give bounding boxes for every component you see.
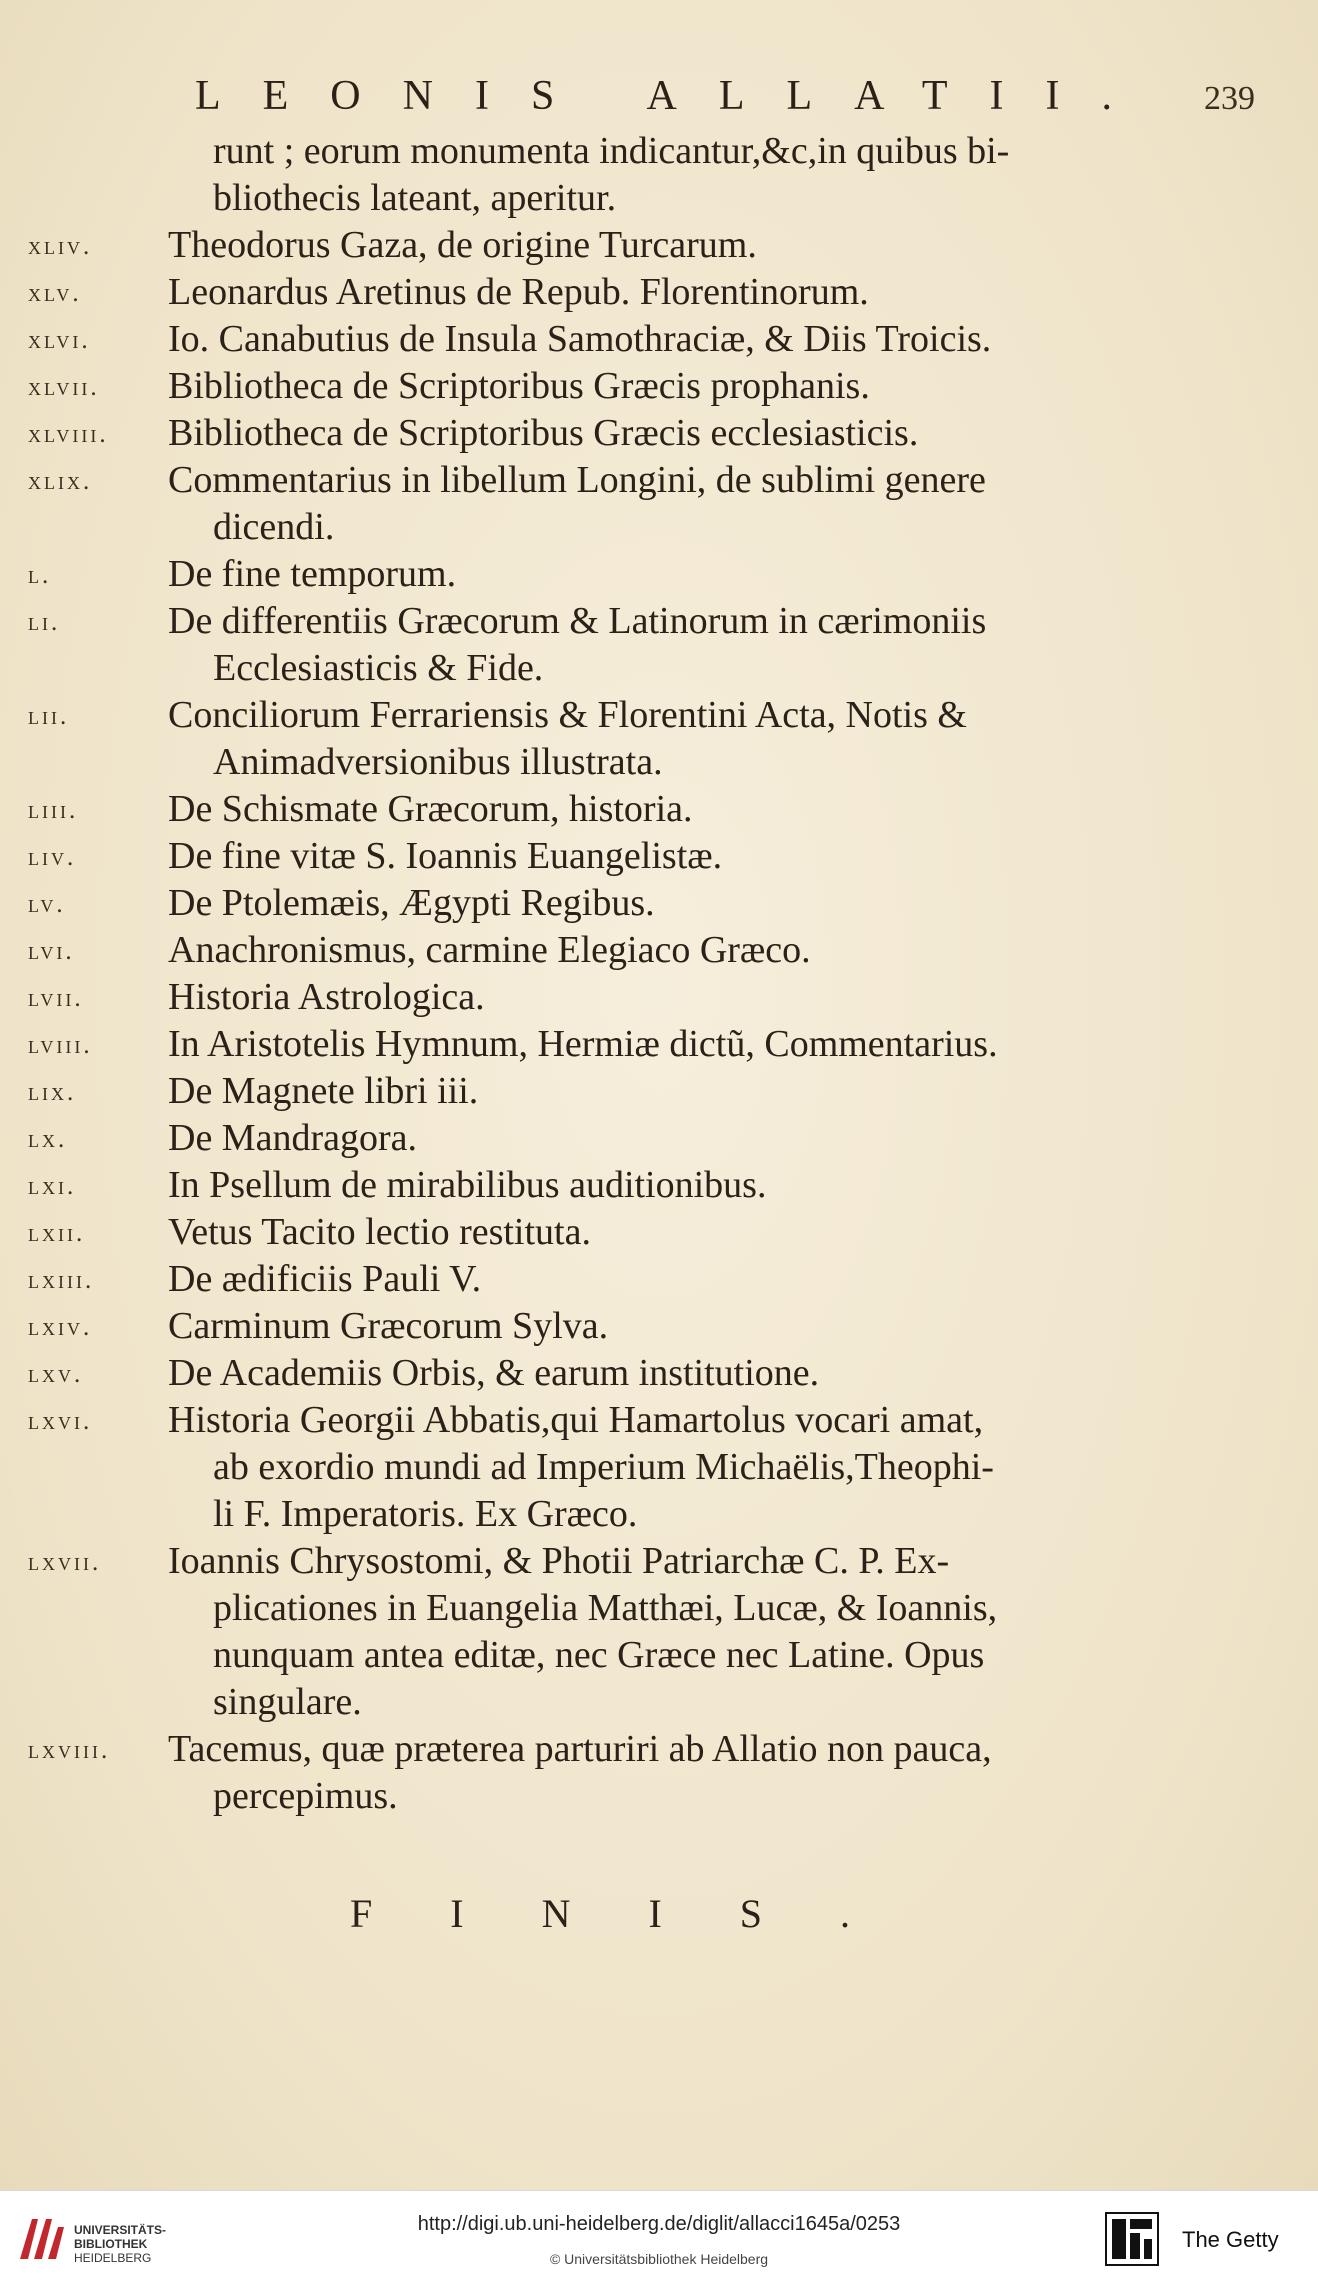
entry-text	[168, 1350, 1150, 1397]
entry-number: liii.	[28, 797, 79, 824]
entry-number: xlv.	[28, 280, 82, 307]
catalog-entry	[20, 316, 1150, 363]
catalog-entry	[20, 1256, 1150, 1303]
entry-line: dicendi.	[213, 506, 335, 548]
entry-text	[168, 551, 1150, 598]
copyright-notice: © Universitätsbibliothek Heidelberg	[549, 2251, 769, 2267]
entry-text	[168, 363, 1150, 410]
catalog-entry	[20, 222, 1150, 269]
entry-number: lxv.	[28, 1361, 84, 1388]
getty-emblem-icon	[1104, 2211, 1160, 2267]
entry-line: Anachronismus, carmine Elegiaco Græco.	[168, 929, 811, 971]
entry-number: lxi.	[28, 1173, 77, 1200]
entry-number: lix.	[28, 1079, 77, 1106]
catalog-entries	[20, 128, 1150, 1820]
entry-line: bliothecis lateant, aperitur.	[213, 177, 617, 219]
entry-line: De Ptolemæis, Ægypti Regibus.	[168, 882, 655, 924]
running-head	[195, 72, 1255, 132]
entry-text	[168, 316, 1150, 363]
catalog-entry	[20, 410, 1150, 457]
catalog-entry	[20, 269, 1150, 316]
entry-text	[168, 1162, 1150, 1209]
catalog-entry	[20, 551, 1150, 598]
entry-number: lxviii.	[28, 1737, 111, 1764]
entry-number: lv.	[28, 891, 66, 918]
entry-line: Leonardus Aretinus de Repub. Florentinorum.	[168, 271, 869, 313]
entry-number: liv.	[28, 844, 77, 871]
entry-line: De ædificiis Pauli V.	[168, 1258, 482, 1300]
entry-text	[168, 927, 1150, 974]
entry-line: Historia Astrologica.	[168, 976, 485, 1018]
entry-number: lx.	[28, 1126, 68, 1153]
catalog-entry	[20, 1350, 1150, 1397]
entry-line: Bibliotheca de Scriptoribus Græcis ecclesiasticis.	[168, 412, 919, 454]
entry-line: De Mandragora.	[168, 1117, 418, 1159]
entry-text	[168, 1538, 1150, 1726]
entry-line: Conciliorum Ferrariensis & Florentini Acta, Notis &	[168, 694, 967, 736]
permalink-url[interactable]: http://digi.ub.uni-heidelberg.de/diglit/allacci1645a/0253	[417, 2213, 901, 2235]
entry-line: Ecclesiasticis & Fide.	[213, 647, 544, 689]
catalog-entry	[20, 1726, 1150, 1820]
getty-logo[interactable]	[1104, 2211, 1304, 2271]
entry-number: lii.	[28, 703, 70, 730]
entry-text	[168, 786, 1150, 833]
entry-text	[168, 598, 1150, 692]
entry-text	[168, 880, 1150, 927]
entry-text	[168, 1397, 1150, 1538]
entry-text	[168, 833, 1150, 880]
entry-text	[168, 128, 1150, 222]
catalog-entry	[20, 457, 1150, 551]
entry-text	[168, 1209, 1150, 1256]
entry-text	[168, 410, 1150, 457]
entry-number: lviii.	[28, 1032, 93, 1059]
entry-line: Io. Canabutius de Insula Samothraciæ, & Diis Troicis.	[168, 318, 992, 360]
entry-number: lxvii.	[28, 1549, 102, 1576]
entry-number: lxiii.	[28, 1267, 95, 1294]
entry-line: Historia Georgii Abbatis,qui Hamartolus vocari amat,	[168, 1399, 984, 1441]
entry-text	[168, 269, 1150, 316]
entry-number: xlvi.	[28, 327, 91, 354]
entry-line: singulare.	[213, 1681, 362, 1723]
entry-line: Ioannis Chrysostomi, & Photii Patriarchæ C. P. Ex-	[168, 1540, 950, 1582]
entry-text	[168, 692, 1150, 786]
entry-line: Commentarius in libellum Longini, de sublimi genere	[168, 459, 986, 501]
entry-line: runt ; eorum monumenta indicantur,&c,in quibus bi-	[213, 130, 1010, 172]
entry-number: xliv.	[28, 233, 93, 260]
entry-line: In Aristotelis Hymnum, Hermiæ dictũ, Commentarius.	[168, 1023, 998, 1065]
entry-number: xlviii.	[28, 421, 109, 448]
entry-line: Tacemus, quæ præterea parturiri ab Allatio non pauca,	[168, 1728, 992, 1770]
running-title: LEONIS ALLATII.	[195, 73, 1154, 119]
entry-number: lxvi.	[28, 1408, 93, 1435]
entry-line: De Magnete libri iii.	[168, 1070, 479, 1112]
entry-line: De fine temporum.	[168, 553, 457, 595]
logo-line-2: BIBLIOTHEK	[74, 2237, 148, 2251]
entry-text	[168, 222, 1150, 269]
entry-line: De fine vitæ S. Ioannis Euangelistæ.	[168, 835, 723, 877]
catalog-entry	[20, 1021, 1150, 1068]
entry-line: In Psellum de mirabilibus auditionibus.	[168, 1164, 767, 1206]
catalog-entry	[20, 363, 1150, 410]
entry-number: lvii.	[28, 985, 84, 1012]
viewer-footer	[0, 2190, 1318, 2285]
entry-number: xlix.	[28, 468, 93, 495]
entry-line: li F. Imperatoris. Ex Græco.	[213, 1493, 638, 1535]
catalog-entry	[20, 128, 1150, 222]
catalog-entry	[20, 1538, 1150, 1726]
catalog-entry	[20, 786, 1150, 833]
entry-line: plicationes in Euangelia Matthæi, Lucæ, & Ioannis,	[213, 1587, 998, 1629]
catalog-entry	[20, 1115, 1150, 1162]
entry-text	[168, 1256, 1150, 1303]
catalog-entry	[20, 833, 1150, 880]
entry-text	[168, 1115, 1150, 1162]
entry-line: Animadversionibus illustrata.	[213, 741, 663, 783]
catalog-entry	[20, 692, 1150, 786]
catalog-entry	[20, 598, 1150, 692]
catalog-entry	[20, 1209, 1150, 1256]
getty-wordmark: The Getty	[1182, 2227, 1279, 2252]
entry-text	[168, 1021, 1150, 1068]
logo-line-1: UNIVERSITÄTS-	[74, 2223, 167, 2237]
entry-line: Vetus Tacito lectio restituta.	[168, 1211, 591, 1253]
entry-number: lxii.	[28, 1220, 86, 1247]
entry-line: Carminum Græcorum Sylva.	[168, 1305, 609, 1347]
entry-line: ab exordio mundi ad Imperium Michaëlis,Theophi-	[213, 1446, 994, 1488]
entry-line: Theodorus Gaza, de origine Turcarum.	[168, 224, 757, 266]
entry-line: De Schismate Græcorum, historia.	[168, 788, 693, 830]
entry-number: lvi.	[28, 938, 75, 965]
entry-number: li.	[28, 609, 61, 636]
entry-line: percepimus.	[213, 1775, 398, 1817]
page-number: 239	[1204, 80, 1255, 117]
entry-number: lxiv.	[28, 1314, 93, 1341]
catalog-entry	[20, 1397, 1150, 1538]
entry-line: Bibliotheca de Scriptoribus Græcis prophanis.	[168, 365, 870, 407]
catalog-entry	[20, 1068, 1150, 1115]
logo-line-3: HEIDELBERG	[74, 2251, 152, 2265]
catalog-entry	[20, 927, 1150, 974]
entry-line: De Academiis Orbis, & earum institutione.	[168, 1352, 820, 1394]
entry-line: nunquam antea editæ, nec Græce nec Latine. Opus	[213, 1634, 985, 1676]
entry-line: De differentiis Græcorum & Latinorum in cærimoniis	[168, 600, 987, 642]
catalog-entry	[20, 974, 1150, 1021]
catalog-entry	[20, 1303, 1150, 1350]
entry-text	[168, 1726, 1150, 1820]
finis-colophon: FINIS.	[350, 1891, 929, 1936]
entry-number: l.	[28, 562, 52, 589]
entry-text	[168, 1303, 1150, 1350]
entry-text	[168, 457, 1150, 551]
catalog-entry	[20, 880, 1150, 927]
entry-text	[168, 1068, 1150, 1115]
catalog-entry	[20, 1162, 1150, 1209]
entry-number: xlvii.	[28, 374, 100, 401]
entry-text	[168, 974, 1150, 1021]
